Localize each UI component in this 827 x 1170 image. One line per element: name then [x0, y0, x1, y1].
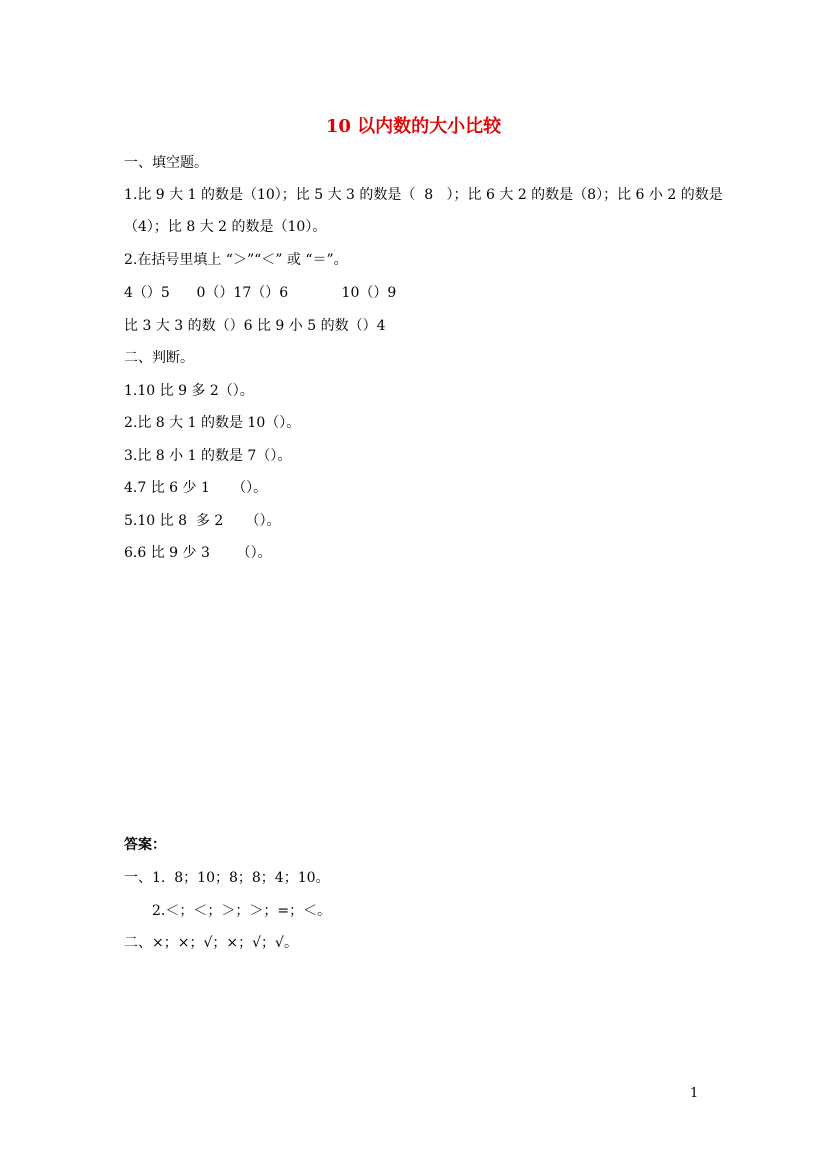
question-2-row-2: 比 3 大 3 的数（）6 比 9 小 5 的数（）4	[124, 318, 386, 334]
question-1-line-2: （4）；比 8 大 2 的数是（10）。	[124, 219, 327, 235]
section2-heading: 二、判断。	[124, 350, 194, 366]
question-2-row-1: 4（）5 0（）17（）6 10（）9	[124, 285, 397, 301]
answers-heading: 答案：	[124, 837, 166, 853]
judgment-item-4: 4.7 比 6 少 1 （）。	[124, 480, 268, 496]
page-number: 1	[690, 1086, 699, 1101]
answer-line-1: 一、1. 8；10；8；8；4；10。	[124, 870, 330, 886]
document-title: 10 以内数的大小比较	[325, 116, 502, 137]
question-1-line-1: 1.比 9 大 1 的数是（10）；比 5 大 3 的数是（ 8 ）；比 6 大 2 的数是（8）；比 6 小 2 的数是	[124, 187, 723, 203]
judgment-item-6: 6.6 比 9 少 3 （）。	[124, 545, 272, 561]
judgment-item-1: 1.10 比 9 多 2（）。	[124, 383, 254, 399]
judgment-item-3: 3.比 8 小 1 的数是 7（）。	[124, 448, 292, 464]
answer-line-3: 二、×；×；√；×；√；√。	[124, 935, 298, 951]
section1-heading: 一、填空题。	[124, 155, 208, 171]
judgment-item-2: 2.比 8 大 1 的数是 10（）。	[124, 415, 301, 431]
judgment-item-5: 5.10 比 8 多 2 （）。	[124, 513, 281, 529]
question-2-prompt: 2.在括号里填上 “＞”“＜” 或 “＝”。	[124, 252, 348, 268]
answer-line-2: 2.＜；＜；＞；＞；=；＜。	[152, 903, 332, 919]
